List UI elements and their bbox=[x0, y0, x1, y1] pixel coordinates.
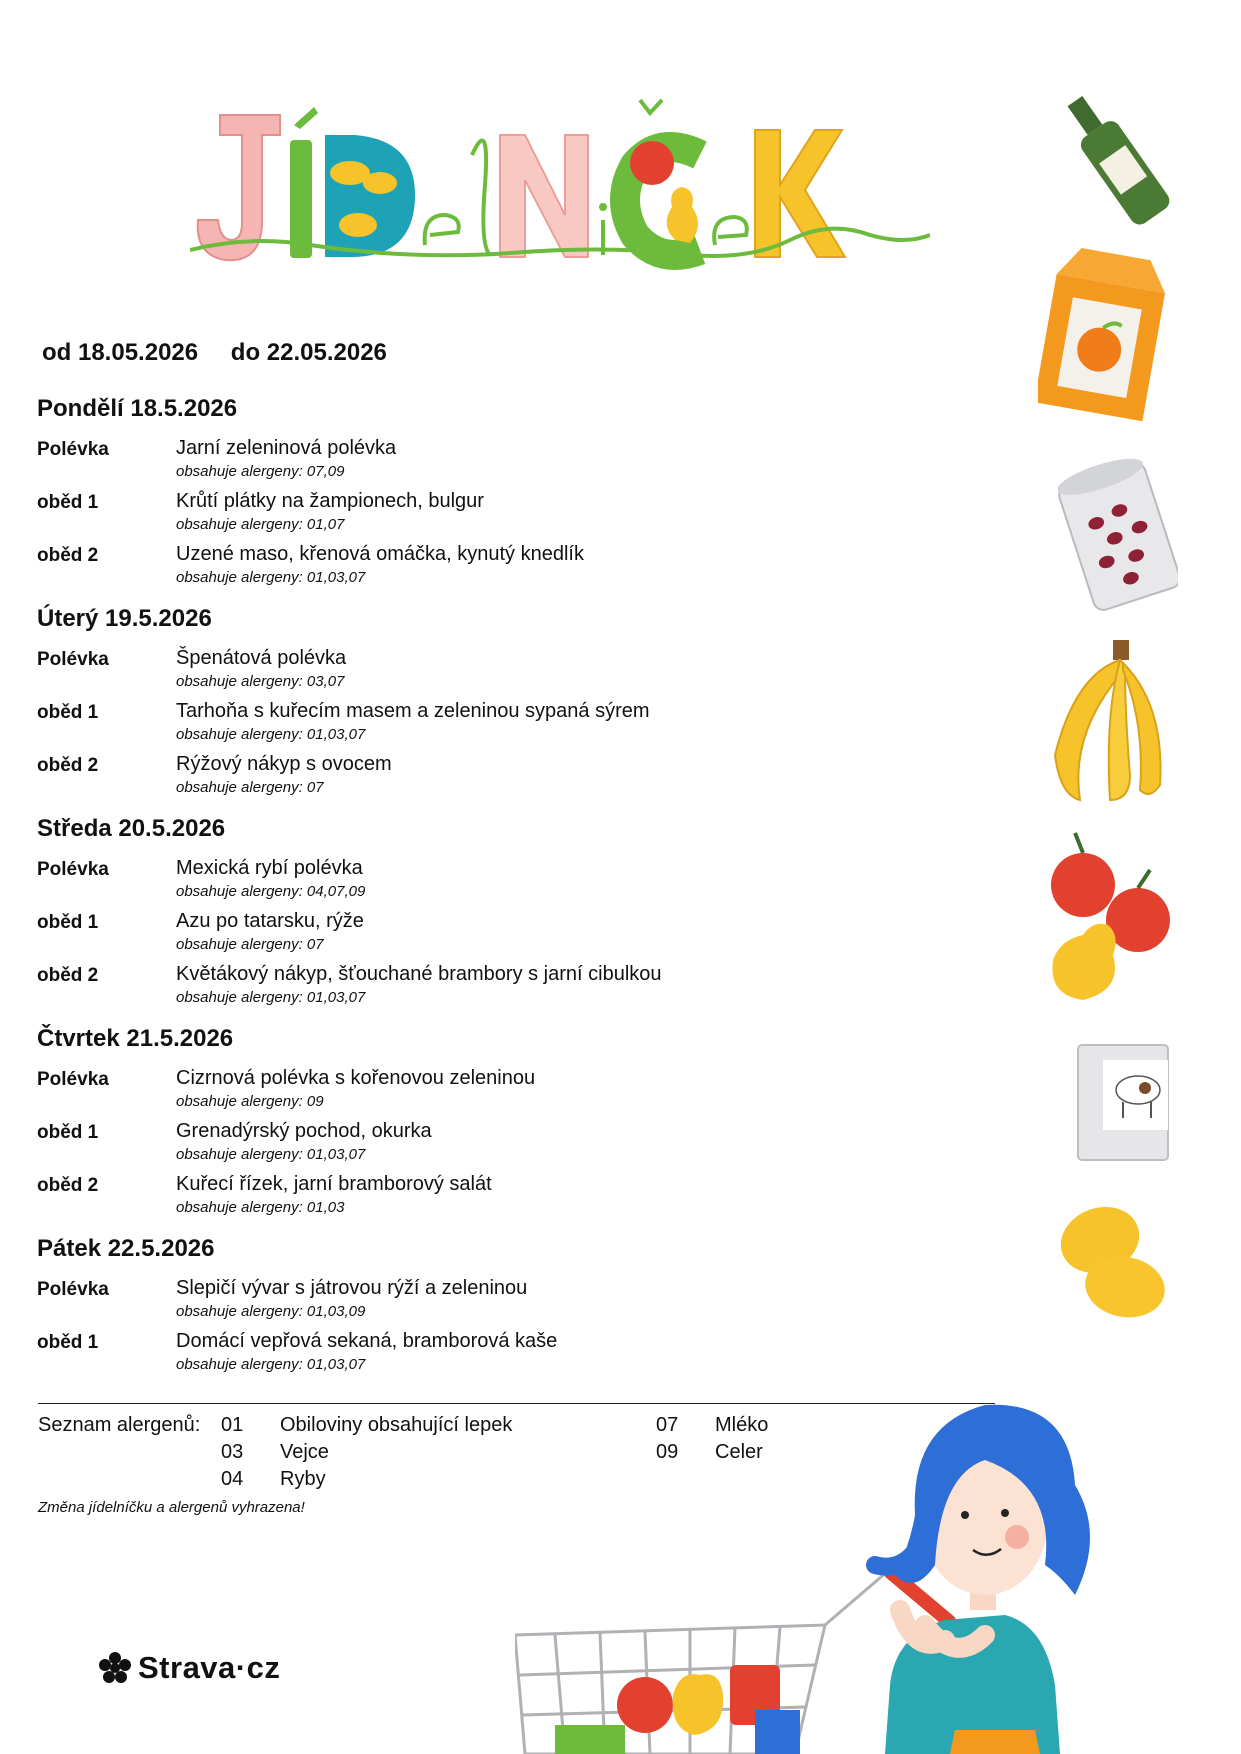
disclaimer-note: Změna jídelníčku a alergenů vyhrazena! bbox=[38, 1499, 305, 1516]
meal-name: Špenátová polévka bbox=[176, 647, 347, 669]
meal-allergens: obsahuje alergeny: 07 bbox=[176, 936, 324, 953]
day-title: Pondělí 18.5.2026 bbox=[37, 395, 238, 422]
allergen-name: Obiloviny obsahující lepek bbox=[280, 1414, 513, 1436]
meal-name: Domácí vepřová sekaná, bramborová kaše bbox=[176, 1330, 558, 1352]
meal-row bbox=[37, 857, 937, 910]
meal-name: Slepičí vývar s játrovou rýží a zeleninou bbox=[176, 1277, 528, 1299]
wine-bottle-icon bbox=[1060, 80, 1180, 230]
meal-name: Kuřecí řízek, jarní bramborový salát bbox=[176, 1173, 492, 1195]
meal-allergens: obsahuje alergeny: 07 bbox=[176, 779, 324, 796]
meal-allergens: obsahuje alergeny: 03,07 bbox=[176, 673, 345, 690]
meal-row bbox=[37, 1067, 937, 1120]
meal-label: oběd 2 bbox=[37, 545, 99, 566]
lemon-icon bbox=[1050, 1195, 1175, 1325]
meal-allergens: obsahuje alergeny: 01,03,07 bbox=[176, 726, 366, 743]
meal-allergens: obsahuje alergeny: 01,03,07 bbox=[176, 1356, 366, 1373]
day-thursday bbox=[37, 1024, 937, 1226]
apple-pear-icon bbox=[1038, 825, 1178, 1005]
day-title: Středa 20.5.2026 bbox=[37, 815, 226, 842]
meal-name: Grenadýrský pochod, okurka bbox=[176, 1120, 432, 1142]
meal-name: Uzené maso, křenová omáčka, kynutý knedlík bbox=[176, 543, 584, 565]
day-title: Čtvrtek 21.5.2026 bbox=[37, 1025, 234, 1052]
day-title: Úterý 19.5.2026 bbox=[37, 605, 212, 632]
meal-allergens: obsahuje alergeny: 01,03,07 bbox=[176, 569, 366, 586]
meal-row bbox=[37, 1120, 937, 1173]
meal-name: Krůtí plátky na žampionech, bulgur bbox=[176, 490, 484, 512]
allergen-name: Vejce bbox=[280, 1441, 329, 1463]
allergen-code: 01 bbox=[221, 1414, 244, 1436]
allergen-legend-title: Seznam alergenů: bbox=[38, 1414, 201, 1436]
meal-name: Květákový nákyp, šťouchané brambory s jarní cibulkou bbox=[176, 963, 662, 985]
meal-label: oběd 2 bbox=[37, 965, 99, 986]
day-monday bbox=[37, 394, 937, 596]
meal-label: Polévka bbox=[37, 1069, 109, 1090]
strava-logo-icon bbox=[98, 1651, 132, 1685]
meal-label: oběd 1 bbox=[37, 1332, 99, 1353]
meal-row bbox=[37, 543, 937, 596]
meal-row bbox=[37, 1173, 937, 1226]
meal-name: Rýžový nákyp s ovocem bbox=[176, 753, 392, 775]
meal-row bbox=[37, 700, 937, 753]
allergen-code: 03 bbox=[221, 1441, 244, 1463]
meal-row bbox=[37, 647, 937, 700]
meal-label: oběd 2 bbox=[37, 1175, 99, 1196]
meal-label: oběd 1 bbox=[37, 492, 99, 513]
brand-name: Strava·cz bbox=[138, 1650, 281, 1685]
banana-icon bbox=[1035, 635, 1175, 815]
meal-name: Tarhoňa s kuřecím masem a zeleninou sypaná sýrem bbox=[176, 700, 650, 722]
meal-row bbox=[37, 437, 937, 490]
meal-allergens: obsahuje alergeny: 01,03,07 bbox=[176, 989, 366, 1006]
period-from: od 18.05.2026 bbox=[42, 339, 199, 366]
meal-name: Cizrnová polévka s kořenovou zeleninou bbox=[176, 1067, 536, 1089]
meal-allergens: obsahuje alergeny: 07,09 bbox=[176, 463, 345, 480]
day-title: Pátek 22.5.2026 bbox=[37, 1235, 215, 1262]
meal-row bbox=[37, 910, 937, 963]
jidelnicek-logo bbox=[190, 95, 930, 290]
meal-label: Polévka bbox=[37, 649, 109, 670]
milk-carton-icon bbox=[1073, 1040, 1173, 1165]
allergen-code: 04 bbox=[221, 1468, 244, 1490]
meal-allergens: obsahuje alergeny: 01,03 bbox=[176, 1199, 345, 1216]
bean-can-icon bbox=[1058, 452, 1178, 612]
juice-carton-icon bbox=[1038, 228, 1168, 428]
meal-row bbox=[37, 753, 937, 806]
allergen-code: 09 bbox=[656, 1441, 679, 1463]
period-to: do 22.05.2026 bbox=[230, 339, 387, 366]
meal-label: Polévka bbox=[37, 1279, 109, 1300]
meal-allergens: obsahuje alergeny: 01,07 bbox=[176, 516, 345, 533]
meal-name: Jarní zeleninová polévka bbox=[176, 437, 397, 459]
meal-name: Azu po tatarsku, rýže bbox=[176, 910, 364, 932]
meal-allergens: obsahuje alergeny: 09 bbox=[176, 1093, 324, 1110]
menu-days bbox=[37, 394, 937, 1391]
allergen-name: Mléko bbox=[715, 1414, 769, 1436]
meal-row bbox=[37, 490, 937, 543]
meal-label: oběd 2 bbox=[37, 755, 99, 776]
allergen-name: Ryby bbox=[280, 1468, 326, 1490]
meal-allergens: obsahuje alergeny: 04,07,09 bbox=[176, 883, 366, 900]
allergen-code: 07 bbox=[656, 1414, 679, 1436]
meal-name: Mexická rybí polévka bbox=[176, 857, 363, 879]
meal-label: Polévka bbox=[37, 859, 109, 880]
strava-brand bbox=[98, 1650, 280, 1686]
day-friday bbox=[37, 1234, 937, 1383]
meal-row bbox=[37, 1277, 937, 1330]
meal-label: oběd 1 bbox=[37, 912, 99, 933]
meal-label: oběd 1 bbox=[37, 1122, 99, 1143]
girl-with-cart-illustration bbox=[515, 1365, 1120, 1754]
menu-period bbox=[42, 339, 413, 367]
meal-allergens: obsahuje alergeny: 01,03,09 bbox=[176, 1303, 366, 1320]
meal-label: Polévka bbox=[37, 439, 109, 460]
day-tuesday bbox=[37, 604, 937, 806]
day-wednesday bbox=[37, 814, 937, 1016]
meal-allergens: obsahuje alergeny: 01,03,07 bbox=[176, 1146, 366, 1163]
meal-row bbox=[37, 963, 937, 1016]
meal-label: oběd 1 bbox=[37, 702, 99, 723]
allergen-name: Celer bbox=[715, 1441, 763, 1463]
